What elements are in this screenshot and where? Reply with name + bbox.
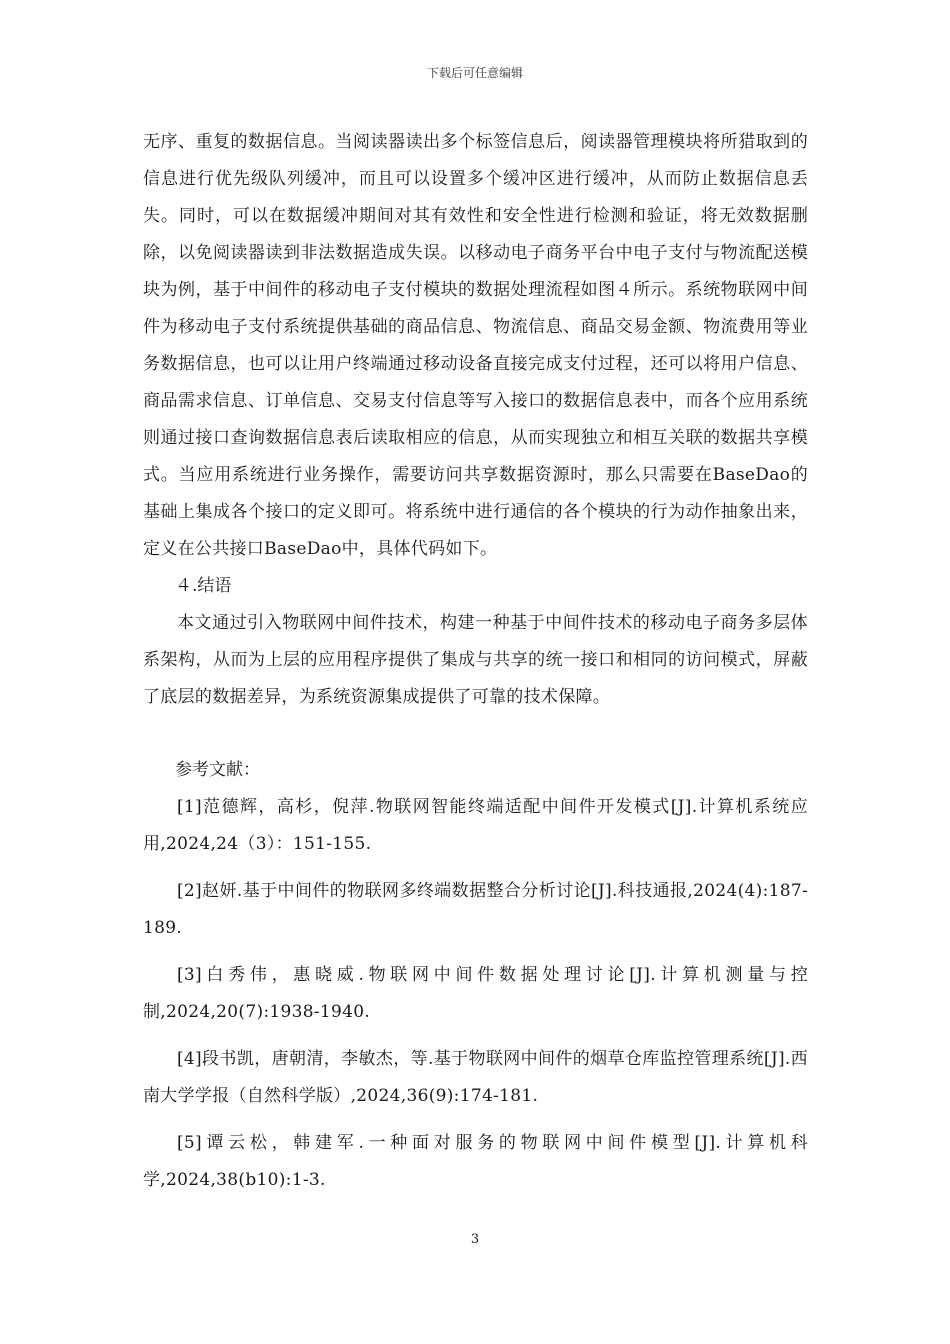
reference-item-3: [3]白秀伟，惠晓威.物联网中间件数据处理讨论[J].计算机测量与控制,2024,20(7):1938-1940. xyxy=(143,965,808,1022)
references-title: 参考文献： xyxy=(175,760,260,780)
page-number: 3 xyxy=(470,1232,480,1247)
document-body xyxy=(143,124,808,1209)
reference-item-1: [1]范德辉，高杉，倪萍.物联网智能终端适配中间件开发模式[J].计算机系统应用,2024,24（3）：151-155. xyxy=(143,797,808,854)
body-paragraph-2: 本文通过引入物联网中间件技术，构建一种基于中间件技术的移动电子商务多层体系架构，从而为上层的应用程序提供了集成与共享的统一接口和相同的访问模式，屏蔽了底层的数据差异，为系统资源集成提供了可靠的技术保障。 xyxy=(143,613,808,707)
reference-item-4: [4]段书凯，唐朝清，李敏杰，等.基于物联网中间件的烟草仓库监控管理系统[J].西南大学学报（自然科学版）,2024,36(9):174-181. xyxy=(143,1049,808,1106)
reference-item-2: [2]赵妍.基于中间件的物联网多终端数据整合分析讨论[J].科技通报,2024(4):187-189. xyxy=(143,881,808,938)
spacer xyxy=(143,716,808,752)
section-heading-conclusion: ４.结语 xyxy=(175,576,232,596)
page-header: 下载后可任意编辑 xyxy=(426,66,523,80)
reference-item-5: [5]谭云松，韩建军.一种面对服务的物联网中间件模型[J].计算机科学,2024,38(b10):1-3. xyxy=(143,1133,808,1190)
body-paragraph-1: 无序、重复的数据信息。当阅读器读出多个标签信息后，阅读器管理模块将所猎取到的信息进行优先级队列缓冲，而且可以设置多个缓冲区进行缓冲，从而防止数据信息丢失。同时，可以在数据缓冲期间对其有效性和安全性进行检测和验证，将无效数据删除，以免阅读器读到非法数据造成失误。以移动电子商务平台中电子支付与物流配送模块为例，基于中间件的移动电子支付模块的数据处理流程如图４所示。系统物联网中间件为移动电子支付系统提供基础的商品信息、物流信息、商品交易金额、物流费用等业务数据信息，也可以让用户终端通过移动设备直接完成支付过程，还可以将用户信息、商品需求信息、订单信息、交易支付信息等写入接口的数据信息表中，而各个应用系统则通过接口查询数据信息表后读取相应的信息，从而实现独立和相互关联的数据共享模式。当应用系统进行业务操作，需要访问共享数据资源时，那么只需要在BaseDao的基础上集成各个接口的定义即可。将系统中进行通信的各个模块的行为动作抽象出来，定义在公共接口BaseDao中，具体代码如下。 xyxy=(143,132,808,559)
